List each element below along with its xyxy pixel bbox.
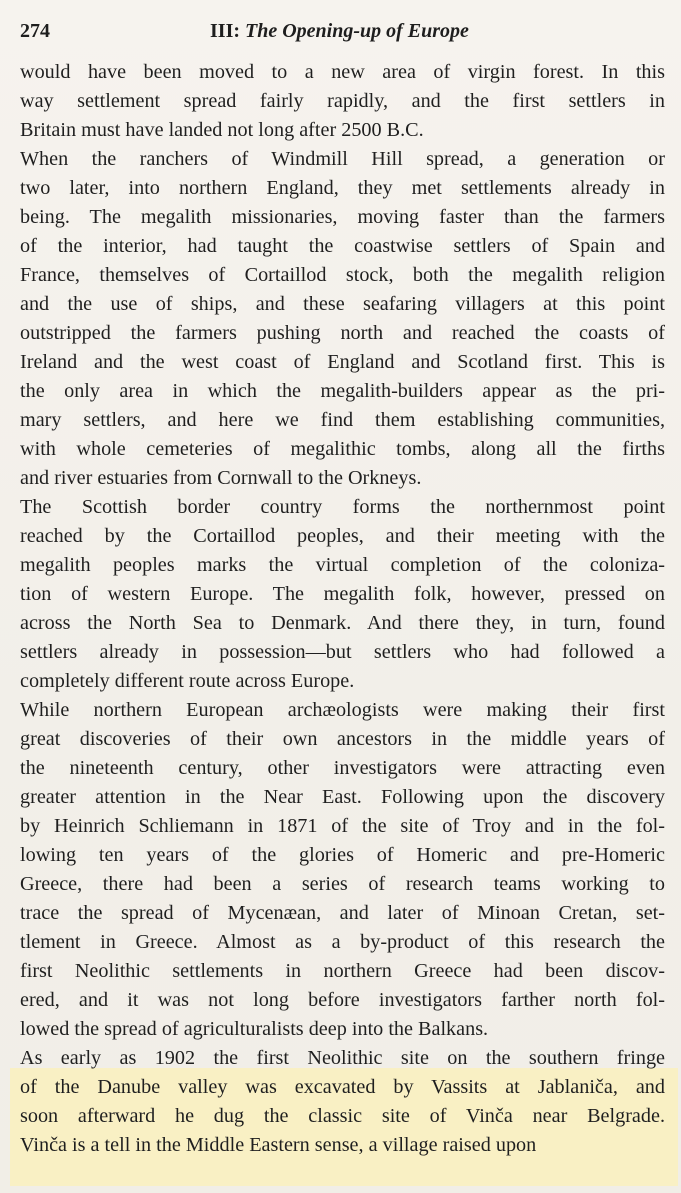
text-line: first Neolithic settlements in northern Greece had been discov-	[20, 960, 665, 982]
text-line: of the interior, had taught the coastwise settlers of Spain and	[20, 235, 665, 257]
text-line: of the Danube valley was excavated by Vassits at Jablaniča, and	[20, 1076, 665, 1098]
text-line: Ireland and the west coast of England and Scotland first. This is	[20, 351, 665, 373]
text-line: The Scottish border country forms the northernmost point	[20, 496, 665, 518]
text-line: the nineteenth century, other investigators were attracting even	[20, 757, 665, 779]
text-line: being. The megalith missionaries, moving faster than the farmers	[20, 206, 665, 228]
text-line: tion of western Europe. The megalith folk, however, pressed on	[20, 583, 665, 605]
text-line: lowed the spread of agriculturalists deep into the Balkans.	[20, 1018, 489, 1040]
text-line: tlement in Greece. Almost as a by-product of this research the	[20, 931, 665, 953]
paragraph	[20, 58, 665, 145]
text-line: soon afterward he dug the classic site of Vinča near Belgrade.	[20, 1105, 665, 1127]
chapter-title: The Opening-up of Europe	[245, 20, 469, 42]
text-line: two later, into northern England, they met settlements already in	[20, 177, 665, 199]
text-line: outstripped the farmers pushing north and reached the coasts of	[20, 322, 665, 344]
text-line: greater attention in the Near East. Following upon the discovery	[20, 786, 665, 808]
text-line: Greece, there had been a series of research teams working to	[20, 873, 665, 895]
body-text	[20, 58, 665, 1160]
text-line: way settlement spread fairly rapidly, and the first settlers in	[20, 90, 665, 112]
text-line: and river estuaries from Cornwall to the Orkneys.	[20, 467, 422, 489]
text-line: France, themselves of Cortaillod stock, both the megalith religion	[20, 264, 665, 286]
text-line: completely different route across Europe.	[20, 670, 355, 692]
paragraph	[20, 145, 665, 493]
text-line: and the use of ships, and these seafaring villagers at this point	[20, 293, 665, 315]
text-line: Britain must have landed not long after 2500 B.C.	[20, 119, 424, 141]
text-line: Vinča is a tell in the Middle Eastern sense, a village raised upon	[20, 1134, 537, 1156]
text-line: lowing ten years of the glories of Homeric and pre-Homeric	[20, 844, 665, 866]
text-line: trace the spread of Mycenæan, and later of Minoan Cretan, set-	[20, 902, 665, 924]
text-line: across the North Sea to Denmark. And there they, in turn, found	[20, 612, 665, 634]
paragraph	[20, 696, 665, 1044]
text-line: settlers already in possession—but settlers who had followed a	[20, 641, 665, 663]
text-line: would have been moved to a new area of virgin forest. In this	[20, 61, 665, 83]
page-number: 274	[20, 20, 50, 42]
chapter-number: III:	[210, 20, 241, 42]
text-line: the only area in which the megalith-builders appear as the pri-	[20, 380, 665, 402]
text-line: great discoveries of their own ancestors in the middle years of	[20, 728, 665, 750]
text-line: megalith peoples marks the virtual completion of the coloniza-	[20, 554, 665, 576]
page-header	[20, 20, 665, 48]
paragraph	[20, 493, 665, 696]
text-line: reached by the Cortaillod peoples, and their meeting with the	[20, 525, 665, 547]
text-line: When the ranchers of Windmill Hill spread, a generation or	[20, 148, 665, 170]
running-head	[210, 20, 469, 43]
text-line: While northern European archæologists were making their first	[20, 699, 665, 721]
text-line: mary settlers, and here we find them establishing communities,	[20, 409, 665, 431]
text-line: As early as 1902 the first Neolithic site on the southern fringe	[20, 1047, 665, 1069]
text-line: ered, and it was not long before investigators farther north fol-	[20, 989, 665, 1011]
text-line: with whole cemeteries of megalithic tombs, along all the firths	[20, 438, 665, 460]
text-line: by Heinrich Schliemann in 1871 of the site of Troy and in the fol-	[20, 815, 665, 837]
paragraph	[20, 1044, 665, 1160]
